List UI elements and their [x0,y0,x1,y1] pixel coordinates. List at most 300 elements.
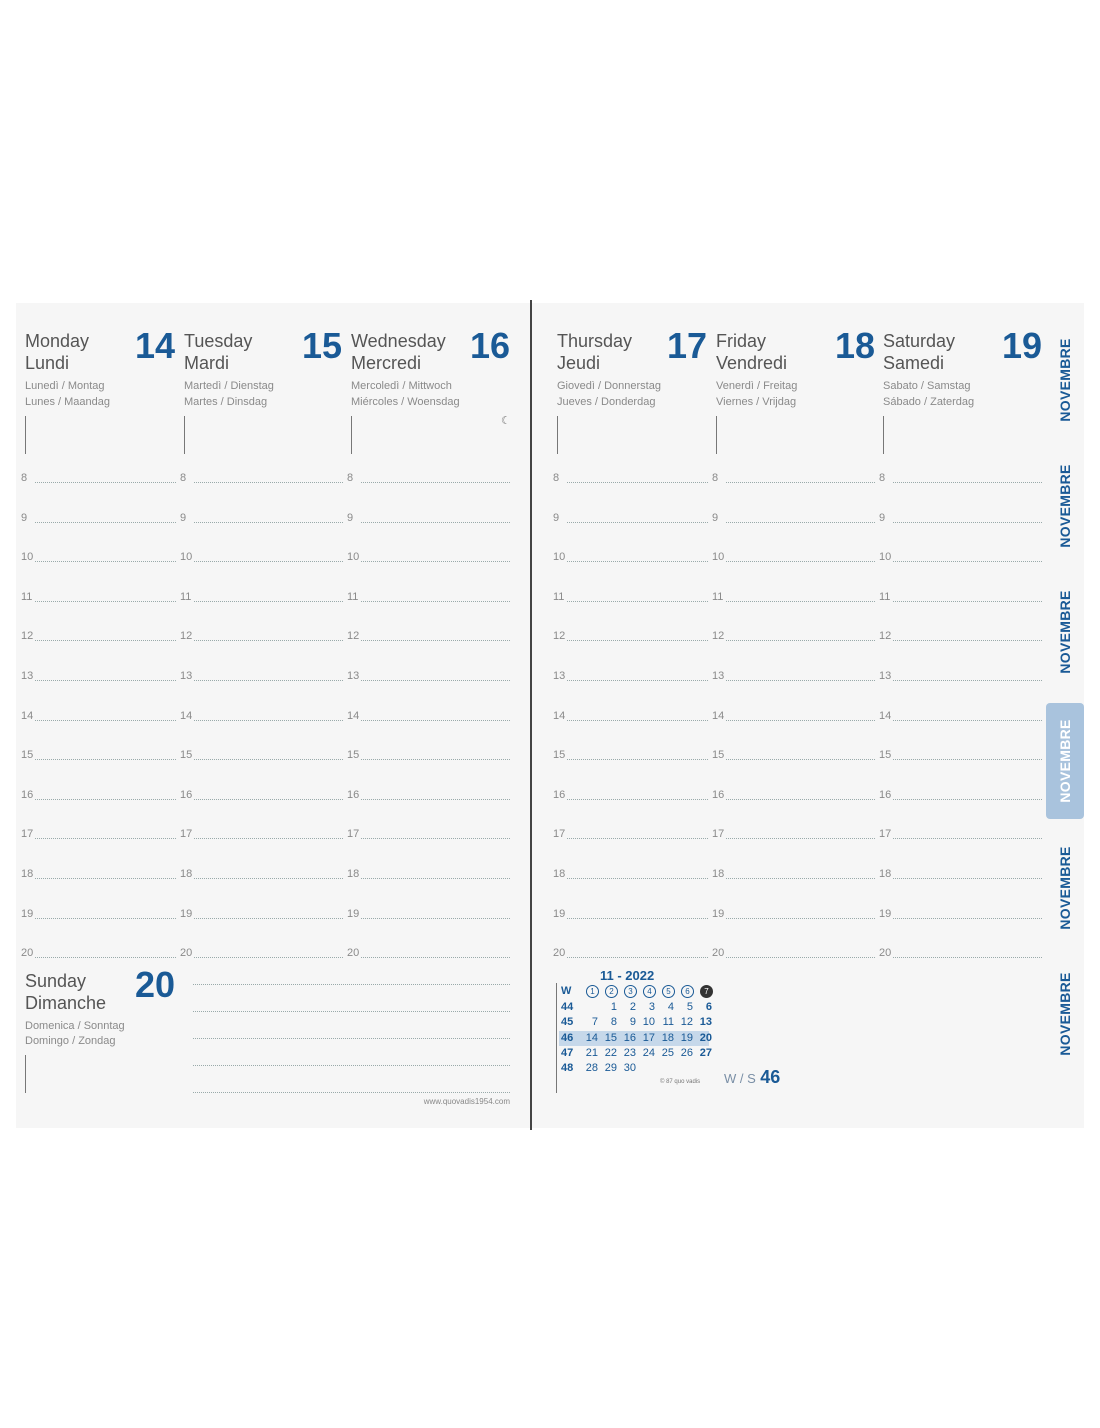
hour-slot[interactable] [21,669,176,683]
hour-label: 16 [347,788,360,801]
day-name-en: Friday [716,331,767,351]
writing-line[interactable] [35,759,176,760]
writing-line[interactable] [361,720,510,721]
hour-slot[interactable] [879,827,1042,841]
hour-slot[interactable] [347,907,510,921]
hour-label: 17 [180,828,193,841]
hour-label: 14 [347,709,360,722]
month-tab-active[interactable] [1046,703,1084,819]
writing-line[interactable] [567,878,708,879]
day-name-fr: Mercredi [351,353,422,373]
hour-slot[interactable] [180,788,343,802]
hour-slot[interactable] [347,946,510,960]
divider [25,416,26,454]
hour-slot[interactable] [347,550,510,564]
writing-line[interactable] [194,482,343,483]
binding-spine [530,300,532,1130]
note-line[interactable] [193,984,510,985]
week-number-cell: 45 [561,1016,574,1029]
hour-label: 8 [553,472,560,484]
day-cell: 24 [642,1046,655,1059]
hour-slot[interactable] [879,709,1042,723]
day-cell: 17 [642,1031,655,1044]
writing-line[interactable] [893,561,1042,562]
hour-slot[interactable] [180,471,343,485]
day-cell: 13 [699,1016,712,1029]
writing-line[interactable] [567,482,708,483]
writing-line[interactable] [35,561,176,562]
hour-slot[interactable] [553,629,708,643]
day-date-number: 14 [134,325,175,366]
day-cell: 15 [604,1031,617,1044]
hour-label: 11 [879,590,891,603]
writing-line[interactable] [567,680,708,681]
sunday-name-en: Sunday [25,971,87,991]
hour-slot[interactable] [553,590,708,604]
day-translation: Martes / Dinsdag [184,396,268,408]
day-cell: 2 [629,1001,636,1013]
writing-line[interactable] [567,561,708,562]
hour-slot[interactable] [21,946,176,960]
hour-slot[interactable] [180,629,343,643]
writing-line[interactable] [361,640,510,641]
website-url: www.quovadis1954.com [423,1097,510,1106]
hour-label: 8 [712,472,719,484]
writing-line[interactable] [726,759,875,760]
writing-line[interactable] [726,522,875,523]
weekday-marker-icon: 5 [662,985,675,998]
writing-line[interactable] [35,838,176,839]
hour-slot[interactable] [21,748,176,762]
hour-slot[interactable] [879,669,1042,683]
writing-line[interactable] [194,720,343,721]
writing-line[interactable] [35,720,176,721]
writing-line[interactable] [194,522,343,523]
hour-slot[interactable] [712,511,875,525]
moon-phase-icon: ☾ [501,415,511,427]
day-cell: 30 [623,1062,636,1075]
hour-label: 16 [21,788,34,801]
writing-line[interactable] [361,680,510,681]
weekday-marker-icon: 6 [681,985,694,998]
writing-line[interactable] [194,561,343,562]
day-cell: 25 [661,1046,674,1059]
weekday-marker-icon: 4 [643,985,656,998]
hour-slot[interactable] [347,590,510,604]
hour-label: 13 [553,670,566,682]
writing-line[interactable] [726,838,875,839]
writing-line[interactable] [361,561,510,562]
writing-line[interactable] [194,680,343,681]
week-number: 46 [760,1067,781,1087]
hour-slot[interactable] [879,907,1042,921]
day-cell: 29 [604,1062,617,1075]
hour-slot[interactable] [879,590,1042,604]
writing-line[interactable] [726,878,875,879]
hour-slot[interactable] [879,471,1042,485]
writing-line[interactable] [361,838,510,839]
hour-label: 16 [879,788,892,801]
hour-slot[interactable] [553,511,708,525]
hour-slot[interactable] [553,550,708,564]
day-cell: 3 [648,1001,655,1013]
divider [556,983,557,1093]
day-translation: Sabato / Samstag [883,380,971,392]
writing-line[interactable] [893,799,1042,800]
hour-label: 18 [553,868,566,880]
hour-label: 18 [879,868,892,880]
sunday-translation: Domenica / Sonntag [25,1020,125,1032]
hour-slot[interactable] [180,550,343,564]
hour-label: 9 [21,511,28,524]
hour-label: 9 [553,511,560,524]
hour-slot[interactable] [347,629,510,643]
writing-line[interactable] [726,720,875,721]
writing-line[interactable] [35,482,176,483]
hour-slot[interactable] [180,867,343,881]
month-tab[interactable] [1046,322,1084,438]
writing-line[interactable] [567,720,708,721]
day-cell: 20 [699,1031,712,1044]
writing-line[interactable] [35,640,176,641]
hour-slot[interactable] [21,788,176,802]
day-translation: Sábado / Zaterdag [883,396,975,408]
writing-line[interactable] [893,522,1042,523]
hour-slot[interactable] [180,748,343,762]
hour-slot[interactable] [553,788,708,802]
week-number-cell: 48 [561,1062,574,1075]
hour-slot[interactable] [879,550,1042,564]
hour-slot[interactable] [712,669,875,683]
writing-line[interactable] [567,799,708,800]
weekday-marker-icon: 3 [624,985,637,998]
hour-slot[interactable] [712,907,875,921]
writing-line[interactable] [194,759,343,760]
writing-line[interactable] [893,640,1042,641]
hour-slot[interactable] [180,907,343,921]
writing-line[interactable] [893,720,1042,721]
day-cell: 26 [680,1046,693,1059]
writing-line[interactable] [893,957,1042,958]
hour-label: 17 [712,828,725,841]
hour-label: 15 [21,749,34,762]
hour-label: 11 [553,590,565,603]
hour-slot[interactable] [879,629,1042,643]
week-column-label: W [561,985,572,997]
day-cell: 18 [661,1031,674,1044]
writing-line[interactable] [35,522,176,523]
week-number-cell: 46 [561,1031,574,1044]
writing-line[interactable] [893,838,1042,839]
hour-label: 17 [347,828,360,841]
writing-line[interactable] [35,957,176,958]
writing-line[interactable] [361,957,510,958]
writing-line[interactable] [194,918,343,919]
hour-label: 15 [553,749,566,762]
hour-label: 12 [553,630,566,643]
writing-line[interactable] [726,640,875,641]
hour-slot[interactable] [347,669,510,683]
hour-label: 18 [180,868,193,880]
day-cell: 21 [585,1046,598,1059]
hour-slot[interactable] [347,748,510,762]
writing-line[interactable] [361,759,510,760]
day-translation: Miércoles / Woensdag [351,396,460,408]
writing-line[interactable] [726,918,875,919]
month-tab-label: NOVEMBRE [1057,590,1073,674]
hour-label: 12 [180,630,193,643]
hour-slot[interactable] [347,709,510,723]
hour-label: 20 [347,947,360,960]
writing-line[interactable] [194,640,343,641]
hour-slot[interactable] [879,788,1042,802]
day-cell: 5 [686,1001,693,1013]
day-name-fr: Lundi [25,353,70,373]
writing-line[interactable] [567,601,708,602]
hour-label: 20 [553,947,566,960]
hour-label: 11 [712,590,724,603]
hour-label: 16 [180,788,193,801]
hour-slot[interactable] [553,867,708,881]
writing-line[interactable] [361,799,510,800]
hour-slot[interactable] [712,629,875,643]
day-cell: 23 [623,1046,636,1059]
writing-line[interactable] [35,918,176,919]
writing-line[interactable] [567,838,708,839]
hour-slot[interactable] [712,748,875,762]
writing-line[interactable] [893,601,1042,602]
hour-slot[interactable] [180,827,343,841]
day-cell: 28 [585,1062,598,1075]
hour-slot[interactable] [553,748,708,762]
hour-slot[interactable] [21,511,176,525]
writing-line[interactable] [726,482,875,483]
hour-label: 9 [180,511,187,524]
writing-line[interactable] [361,522,510,523]
hour-label: 19 [347,907,360,920]
writing-line[interactable] [194,957,343,958]
hour-label: 18 [347,868,360,880]
month-tab[interactable] [1046,574,1084,690]
writing-line[interactable] [194,838,343,839]
current-week-row [559,1031,712,1046]
hour-label: 9 [347,511,354,524]
month-tab[interactable] [1046,956,1084,1072]
hour-slot[interactable] [553,907,708,921]
writing-line[interactable] [893,482,1042,483]
hour-label: 19 [879,907,892,920]
hour-label: 13 [712,670,725,682]
mini-calendar-title: 11 - 2022 [600,968,655,983]
hour-label: 13 [879,670,892,682]
writing-line[interactable] [726,799,875,800]
hour-slot[interactable] [553,669,708,683]
hour-slot[interactable] [347,511,510,525]
hour-slot[interactable] [712,590,875,604]
hour-label: 14 [712,709,725,722]
hour-slot[interactable] [347,867,510,881]
hour-slot[interactable] [347,471,510,485]
hour-label: 20 [879,947,892,960]
day-translation: Jueves / Donderdag [557,396,656,408]
hour-label: 19 [553,907,566,920]
hour-slot[interactable] [21,471,176,485]
hour-slot[interactable] [879,867,1042,881]
divider [184,416,185,454]
day-translation: Lunes / Maandag [25,396,111,408]
writing-line[interactable] [893,878,1042,879]
week-number-cell: 44 [561,1001,574,1013]
writing-line[interactable] [194,878,343,879]
hour-label: 8 [347,472,354,484]
hour-slot[interactable] [347,827,510,841]
writing-line[interactable] [567,522,708,523]
day-date-number: 15 [301,325,342,366]
week-prefix: W / S [724,1071,756,1086]
hour-slot[interactable] [21,827,176,841]
day-cell: 10 [642,1016,655,1029]
day-name-en: Thursday [557,331,633,351]
day-name-fr: Samedi [883,353,945,373]
hour-label: 14 [553,709,566,722]
writing-line[interactable] [567,957,708,958]
day-translation: Giovedì / Donnerstag [557,380,661,392]
hour-slot[interactable] [21,709,176,723]
hour-slot[interactable] [553,946,708,960]
hour-slot[interactable] [712,709,875,723]
writing-line[interactable] [361,918,510,919]
day-date-number: 17 [666,325,707,366]
writing-line[interactable] [567,759,708,760]
hour-slot[interactable] [180,946,343,960]
note-line[interactable] [193,1092,510,1093]
hour-label: 12 [21,630,34,643]
hour-slot[interactable] [712,827,875,841]
hour-label: 15 [347,749,360,762]
day-translation: Lunedì / Montag [25,380,105,392]
day-cell: 12 [680,1016,693,1029]
hour-slot[interactable] [21,629,176,643]
day-cell: 27 [699,1046,712,1059]
hour-slot[interactable] [21,867,176,881]
hour-label: 10 [180,551,193,564]
hour-label: 10 [347,551,360,564]
writing-line[interactable] [893,759,1042,760]
hour-slot[interactable] [712,788,875,802]
writing-line[interactable] [35,878,176,879]
hour-label: 14 [879,709,892,722]
divider [25,1055,26,1093]
week-row [559,1015,712,1030]
hour-slot[interactable] [553,827,708,841]
weekday-marker-icon: 7 [700,985,713,998]
note-line[interactable] [193,1065,510,1066]
month-tab[interactable] [1046,830,1084,946]
writing-line[interactable] [726,601,875,602]
writing-line[interactable] [567,640,708,641]
note-line[interactable] [193,1038,510,1039]
writing-line[interactable] [726,957,875,958]
hour-slot[interactable] [879,748,1042,762]
writing-line[interactable] [35,601,176,602]
hour-slot[interactable] [180,590,343,604]
hour-slot[interactable] [347,788,510,802]
hour-label: 10 [712,551,725,564]
hour-slot[interactable] [879,511,1042,525]
day-name-fr: Mardi [184,353,230,373]
writing-line[interactable] [893,918,1042,919]
hour-slot[interactable] [879,946,1042,960]
hour-label: 19 [712,907,725,920]
hour-slot[interactable] [712,946,875,960]
note-line[interactable] [193,1011,510,1012]
hour-slot[interactable] [712,867,875,881]
hour-slot[interactable] [21,907,176,921]
month-tab[interactable] [1046,448,1084,564]
hour-label: 17 [553,828,566,841]
hour-slot[interactable] [180,511,343,525]
hour-slot[interactable] [712,550,875,564]
hour-label: 14 [21,709,34,722]
writing-line[interactable] [35,680,176,681]
hour-label: 8 [21,472,28,484]
month-tab-label: NOVEMBRE [1057,338,1073,422]
hour-label: 18 [712,868,725,880]
hour-label: 11 [347,590,359,603]
day-cell: 8 [610,1016,617,1029]
hour-slot[interactable] [553,471,708,485]
hour-label: 12 [712,630,725,643]
writing-line[interactable] [194,601,343,602]
writing-line[interactable] [35,799,176,800]
hour-label: 8 [879,472,886,484]
hour-slot[interactable] [553,709,708,723]
hour-slot[interactable] [21,590,176,604]
week-row [559,1046,712,1061]
day-translation: Viernes / Vrijdag [716,396,797,408]
hour-label: 11 [21,590,33,603]
day-cell: 7 [591,1016,598,1029]
writing-line[interactable] [567,918,708,919]
writing-line[interactable] [361,601,510,602]
hour-label: 15 [180,749,193,762]
writing-line[interactable] [194,799,343,800]
writing-line[interactable] [726,561,875,562]
hour-label: 12 [347,630,360,643]
hour-slot[interactable] [180,709,343,723]
month-tab-label: NOVEMBRE [1057,719,1073,803]
day-name-en: Saturday [883,331,956,351]
week-number-cell: 47 [561,1046,574,1059]
hour-slot[interactable] [21,550,176,564]
day-cell: 6 [705,1001,712,1013]
mini-calendar-header [559,984,709,999]
writing-line[interactable] [726,680,875,681]
day-name-fr: Jeudi [557,353,601,373]
writing-line[interactable] [361,878,510,879]
divider [351,416,352,454]
day-translation: Martedì / Dienstag [184,380,274,392]
month-tab-label: NOVEMBRE [1057,464,1073,548]
divider [716,416,717,454]
writing-line[interactable] [361,482,510,483]
day-name-en: Tuesday [184,331,253,351]
hour-slot[interactable] [180,669,343,683]
copyright: © 87 quo vadis [660,1079,701,1085]
hour-slot[interactable] [712,471,875,485]
writing-line[interactable] [893,680,1042,681]
hour-label: 16 [553,788,566,801]
